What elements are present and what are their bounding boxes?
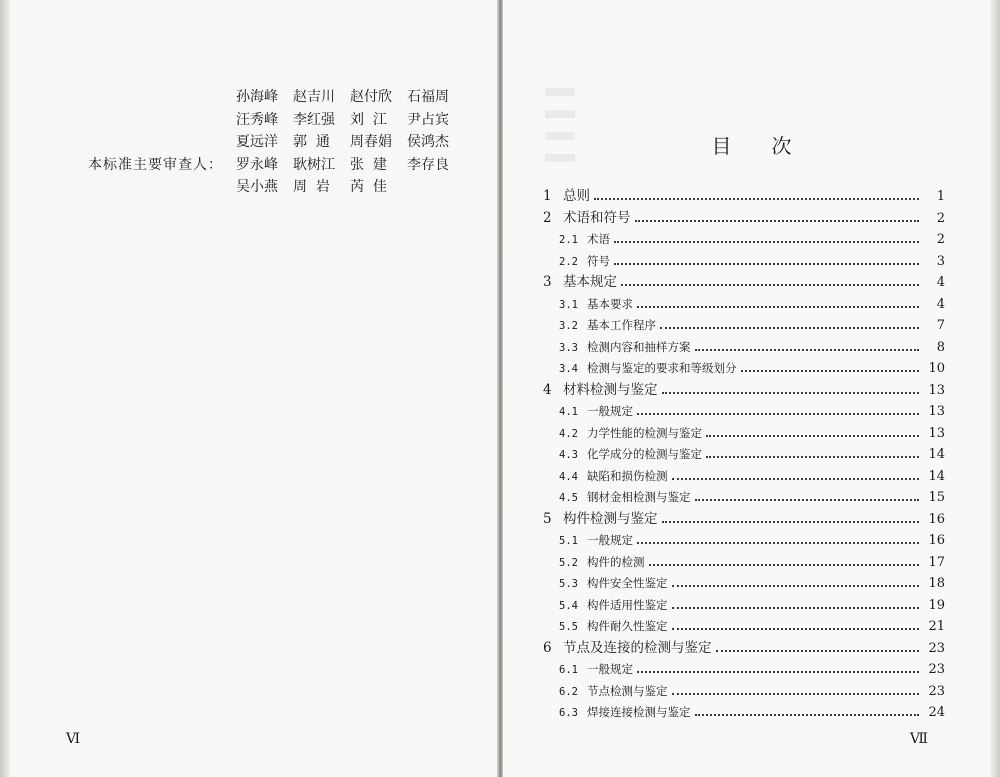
toc-entry-number: 3 [543,274,552,290]
toc-entry-title: 力学性能的检测与鉴定 [587,425,702,440]
toc-entry[interactable] [543,356,945,378]
toc-entry-title: 基本工作程序 [587,318,656,332]
toc-entry-page: 10 [928,361,945,376]
toc-entry[interactable] [543,313,945,335]
reviewer-row [88,109,464,132]
toc-entry[interactable] [543,636,945,658]
toc-entry-page: 15 [928,490,945,505]
toc-entry[interactable] [543,227,945,249]
reviewer-name: 夏远洋 [236,134,278,151]
toc-leader-dots [672,593,920,609]
toc-leader-dots [649,550,920,566]
toc-entry-number: 6 [543,639,552,656]
toc-leader-dots [695,335,920,351]
toc-entry-number: 1 [543,188,552,204]
reviewer-name: 耿树江 [293,156,335,173]
toc-entry-number: 3.2 [559,320,578,332]
toc-entry-number: 4.2 [559,427,578,440]
toc-entry-title: 总则 [563,188,590,204]
toc-entry-title: 构件检测与鉴定 [563,510,658,527]
toc-leader-dots [672,464,920,480]
reviewer-name: 郭 通 [293,134,330,151]
toc-leader-dots [695,700,920,716]
toc-entry-page: 16 [928,511,945,527]
toc-entry-page: 8 [936,339,945,355]
toc-entry[interactable] [543,184,945,206]
toc-entry-title: 术语和符号 [563,209,631,226]
reviewer-label: 本标准主要审查人： [88,156,223,173]
toc-entry[interactable] [543,571,945,593]
toc-entry[interactable] [543,485,945,507]
left-page-edge [0,0,10,777]
toc-entry-number: 5.4 [559,599,578,612]
toc-leader-dots [672,679,920,695]
toc-entry[interactable] [543,421,945,443]
toc-entry-page: 24 [928,705,945,720]
toc-entry-number: 5.2 [559,556,578,569]
toc-leader-dots [741,356,920,372]
toc-leader-dots [637,528,919,544]
page-number-right: Ⅶ [909,731,928,747]
reviewer-list [88,86,464,199]
toc-entry-title: 材料检测与鉴定 [563,381,658,398]
toc-entry-number: 2.2 [559,255,578,268]
toc-entry[interactable] [543,679,945,701]
toc-entry-page: 4 [936,275,945,290]
toc-leader-dots [662,507,920,523]
toc-entry-number: 3.1 [559,298,578,311]
toc-entry[interactable] [543,378,945,400]
toc-leader-dots [695,485,920,501]
toc-leader-dots [621,270,919,286]
toc-entry-page: 23 [928,640,945,656]
toc-entry-page: 1 [936,189,945,204]
toc-entry-number: 2 [543,209,552,226]
reviewer-name: 刘 江 [350,111,387,128]
table-of-contents [543,184,945,722]
toc-leader-dots [660,313,919,329]
reviewer-name: 侯鸿杰 [407,134,449,151]
toc-leader-dots [672,571,920,587]
toc-leader-dots [614,249,919,265]
reviewer-name: 吴小燕 [236,179,278,196]
toc-leader-dots [637,399,919,415]
toc-entry-title: 一般规定 [587,533,633,547]
toc-entry-page: 13 [928,425,945,441]
toc-leader-dots [672,614,920,630]
toc-entry-page: 23 [928,662,945,677]
toc-entry-title: 术语 [587,232,610,246]
toc-entry[interactable] [543,614,945,636]
toc-entry-title: 基本规定 [563,274,617,290]
toc-entry-number: 3.4 [559,363,578,375]
toc-entry-number: 4.5 [559,492,578,504]
toc-entry[interactable] [543,593,945,615]
toc-entry-number: 5.3 [559,578,578,590]
right-page [503,0,1000,777]
toc-entry[interactable] [543,399,945,421]
toc-entry[interactable] [543,528,945,550]
toc-entry-title: 焊接连接检测与鉴定 [587,705,691,719]
toc-leader-dots [662,378,920,394]
toc-entry-title: 一般规定 [587,404,633,418]
reviewer-name: 赵付欣 [350,89,392,105]
toc-entry-number: 6.2 [559,685,578,698]
reviewer-name: 汪秀峰 [236,111,278,128]
page-number-left: Ⅵ [66,731,81,747]
toc-leader-dots [637,292,919,308]
toc-entry[interactable] [543,292,945,314]
toc-entry-page: 21 [928,619,945,634]
toc-entry-page: 7 [936,318,945,333]
reviewer-name: 芮 佳 [350,179,387,196]
reviewer-name: 张 建 [350,156,387,173]
reviewer-name: 周 岩 [293,179,330,196]
right-page-edge [990,0,1000,777]
toc-title: 目次 [711,134,832,158]
toc-entry-title: 符号 [587,253,610,268]
toc-entry[interactable] [543,700,945,722]
toc-entry-title: 检测与鉴定的要求和等级划分 [587,361,737,375]
toc-entry[interactable] [543,335,945,357]
toc-entry-number: 4.4 [559,470,578,483]
toc-leader-dots [716,636,920,652]
toc-entry-title: 检测内容和抽样方案 [587,339,691,354]
toc-entry[interactable] [543,657,945,679]
toc-entry-number: 4.1 [559,406,578,418]
toc-leader-dots [637,657,919,673]
reviewer-name: 尹占宾 [407,111,449,128]
reviewer-name: 李红强 [293,111,335,128]
toc-entry-page: 13 [928,382,945,398]
toc-entry-number: 6.1 [559,664,578,676]
toc-entry-title: 构件适用性鉴定 [587,597,668,612]
toc-entry-title: 缺陷和损伤检测 [587,468,668,483]
reviewer-name: 石福周 [407,89,449,105]
toc-entry-number: 3.3 [559,341,578,354]
toc-entry-number: 2.1 [559,234,578,246]
toc-entry-title: 构件的检测 [587,554,645,569]
reviewer-name: 李存良 [407,156,449,173]
toc-entry[interactable] [543,507,945,529]
toc-entry[interactable] [543,270,945,292]
toc-entry-title: 钢材金相检测与鉴定 [587,490,691,504]
toc-entry[interactable] [543,249,945,271]
toc-leader-dots [594,184,919,200]
reviewer-name: 赵吉川 [293,89,335,105]
reviewer-row [88,176,464,199]
toc-leader-dots [635,206,920,222]
toc-entry-number: 6.3 [559,707,578,719]
toc-entry-title: 化学成分的检测与鉴定 [587,447,702,461]
toc-entry[interactable] [543,550,945,572]
toc-entry-page: 23 [928,683,945,699]
reviewer-row [88,86,464,109]
toc-leader-dots [706,421,919,437]
toc-entry-number: 5.1 [559,535,578,547]
toc-entry[interactable] [543,464,945,486]
toc-entry[interactable] [543,442,945,464]
toc-entry-page: 16 [928,533,945,548]
toc-entry-page: 19 [928,597,945,613]
left-page [0,0,497,777]
toc-entry-page: 2 [936,210,945,226]
toc-entry-title: 一般规定 [587,662,633,676]
toc-entry-page: 13 [928,404,945,419]
toc-entry-number: 4.3 [559,449,578,461]
toc-entry-number: 5 [543,510,552,527]
toc-entry[interactable] [543,206,945,228]
toc-entry-page: 14 [928,468,945,484]
toc-entry-page: 4 [936,296,945,312]
toc-entry-page: 18 [928,576,945,591]
toc-entry-title: 构件安全性鉴定 [587,576,668,590]
toc-leader-dots [706,442,919,458]
toc-entry-page: 2 [936,232,945,247]
toc-entry-number: 5.5 [559,621,578,633]
reviewer-name: 周春娟 [350,134,392,151]
toc-entry-number: 4 [543,381,552,398]
toc-leader-dots [614,227,919,243]
toc-entry-title: 节点检测与鉴定 [587,683,668,698]
toc-entry-title: 构件耐久性鉴定 [587,619,668,633]
toc-entry-page: 3 [936,253,945,269]
reviewer-name: 罗永峰 [236,156,278,173]
toc-entry-title: 节点及连接的检测与鉴定 [563,639,712,656]
toc-entry-page: 17 [928,554,945,570]
toc-entry-page: 14 [928,447,945,462]
reviewer-row [88,154,464,177]
reviewer-name: 孙海峰 [236,89,278,105]
reviewer-row [88,131,464,154]
toc-entry-title: 基本要求 [587,296,633,311]
